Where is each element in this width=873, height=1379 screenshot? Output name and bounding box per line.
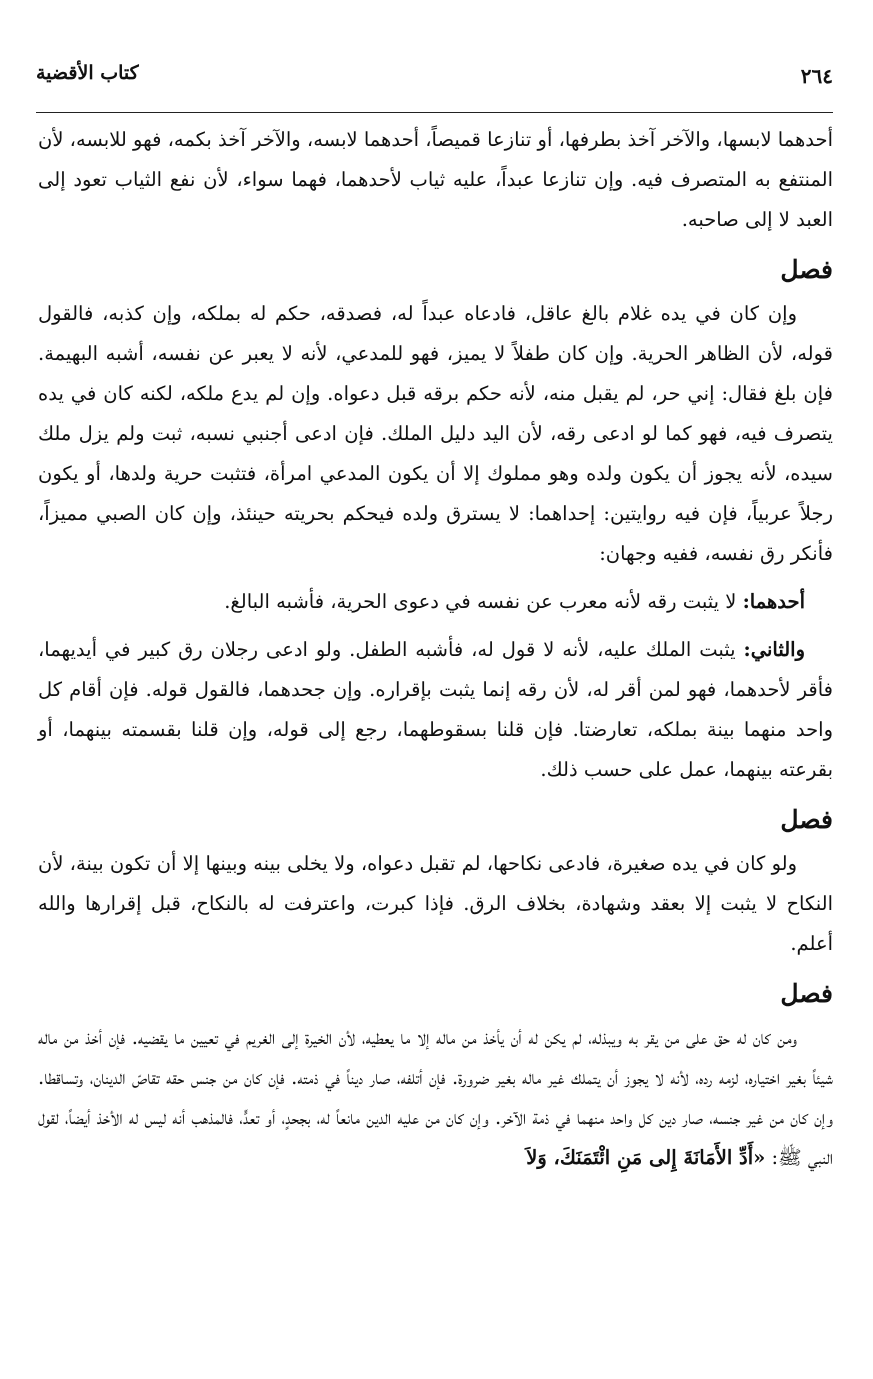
- header-divider: [36, 112, 833, 113]
- page-header: [36, 58, 833, 98]
- section-1-first-opinion: [38, 582, 833, 622]
- book-title: كتاب الأقضية: [36, 62, 139, 84]
- opening-paragraph: أحدهما لابسها، والآخر آخذ بطرفها، أو تنازعا قميصاً، أحدهما لابسه، والآخر آخذ بكمه، فهو للابسه، لأن المنتفع به المتصرف فيه. وإن تنازعا عبداً، عليه ثياب لأحدهما، فهما سواء، لأن نفع الثياب تعود إلى العبد لا إلى صاحبه.: [38, 128, 833, 231]
- section-1-second-opinion: [38, 630, 833, 790]
- page-number: ٢٦٤: [800, 64, 833, 88]
- first-opinion-text: لا يثبت رقه لأنه معرب عن نفسه في دعوى الحرية، فأشبه البالغ.: [224, 590, 743, 613]
- first-opinion-term: أحدهما:: [742, 590, 805, 613]
- hadith-quote: «أَدِّ الأَمَانَةَ إِلى مَنِ ائْتَمَنَكَ، وَلاَ: [526, 1146, 766, 1169]
- section-heading-3: فصل: [780, 979, 833, 1008]
- section-heading-1: فصل: [780, 255, 833, 284]
- section-3-paragraph: [38, 1018, 833, 1178]
- second-opinion-term: والثاني:: [743, 638, 805, 661]
- page-body: [38, 120, 833, 1178]
- section-1-paragraph: وإن كان في يده غلام بالغ عاقل، فادعاه عبداً له، فصدقه، حكم له بملكه، وإن كذبه، فالقول قوله، لأن الظاهر الحرية. وإن كان طفلاً لا يميز، فهو للمدعي، لأنه لا يعبر عن نفسه، أشبه البهيمة. فإن بلغ فقال: إني حر، لم يقبل منه، لأنه حكم برقه قبل دعواه. وإن لم يدع ملكه، لكنه كان في يده يتصرف فيه، فهو كما لو ادعى رقه، لأن اليد دليل الملك. فإن ادعى أجنبي نسبه، ثبت ولم يزل ملك سيده، لأنه يجوز أن يكون ولده وهو مملوك إلا أن يكون المدعي امرأة، فتثبت حرية ولدها، أو يكون رجلاً عربياً، فإن فيه روايتين: إحداهما: لا يسترق ولده فيحكم بحريته حينئذ، وإن كان الصبي مميزاً، فأنكر رق نفسه، ففيه وجهان:: [38, 302, 833, 565]
- second-opinion-text: يثبت الملك عليه، لأنه لا قول له، فأشبه الطفل. ولو ادعى رجلان رق كبير في أيديهما، فأقر لأحدهما، فهو لمن أقر له، لأن رقه إنما يثبت بإقراره. وإن جحدهما، فالقول قوله. فإن أقام كل واحد منهما بينة بملكه، تعارضتا. فإن قلنا بسقوطهما، رجع إلى قوله، وإن قلنا بقسمته بينهما، أو بقرعته بينهما، عمل على حسب ذلك.: [38, 638, 833, 781]
- section-3-text: ومن كان له حق على من يقر به ويبذله، لم يكن له أن يأخذ من ماله إلا ما يعطيه، لأن الخيرة إلى الغريم في تعيين ما يقضيه. فإن أخذ من ماله شيئاً بغير اختياره، لزمه رده، لأنه لا يجوز أن يتملك غير ماله بغير ضرورة. فإن أتلفه، صار ديناً في ذمته. فإن كان من جنس حقه تقاصّ الدينان، وتساقطا. وإن كان من غير جنسه، صار دين كل واحد منهما في ذمة الآخر. وإن كان من عليه الدين مانعاً له، بجحدٍ، أو تعدٍّ، فالمذهب أنه ليس له الأخذ أيضاً، لقول النبي ﷺ:: [38, 1026, 833, 1169]
- section-heading-2: فصل: [780, 805, 833, 834]
- section-2-paragraph: ولو كان في يده صغيرة، فادعى نكاحها، لم تقبل دعواه، ولا يخلى بينه وبينها إلا أن تكون بينة، لأن النكاح لا يثبت إلا بعقد وشهادة، بخلاف الرق. فإذا كبرت، واعترفت له بالنكاح، قبل إقرارها والله أعلم.: [38, 852, 833, 955]
